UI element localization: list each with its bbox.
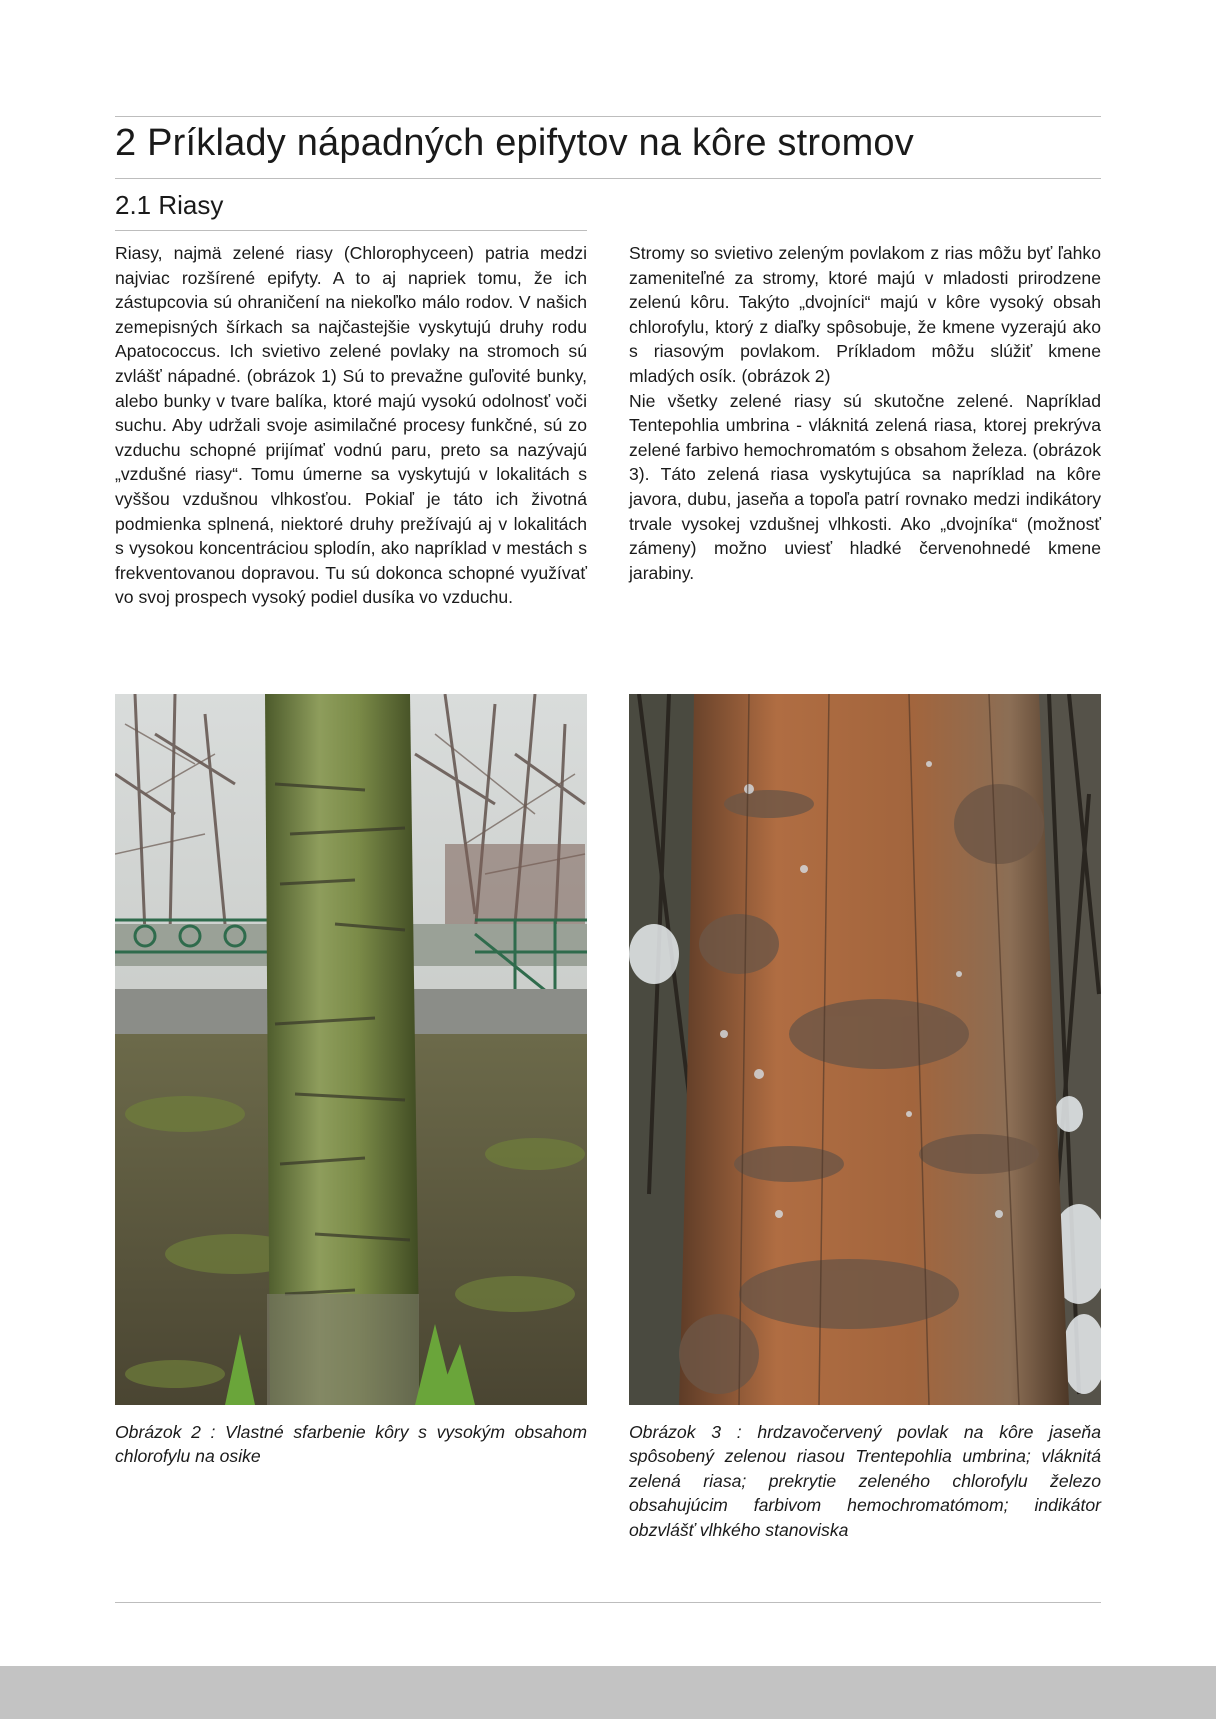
ash-trunk-illustration (629, 694, 1101, 1405)
footer-rule (115, 1602, 1101, 1603)
section-title: 2.1 Riasy (115, 190, 224, 220)
left-text-column (115, 241, 587, 610)
footer-bar (0, 1666, 1216, 1719)
aspen-trunk-photo (115, 694, 587, 1405)
page-title: 2 Príklady nápadných epifytov na kôre stromov (115, 122, 914, 164)
aspen-trunk-illustration (115, 694, 587, 1405)
section-rule (115, 230, 587, 231)
right-paragraph-1: Stromy so svietivo zeleným povlakom z rias môžu byť ľahko zameniteľné za stromy, ktoré majú v mladosti prirodzene zelenú kôru. Takýto „dvojníci“ majú v kôre vysoký obsah chlorofylu, ktorý z diaľky spôsobuje, že kmene vyzerajú ako s riasovým povlakom. Príkladom môžu slúžiť kmene mladých osík. (obrázok 2) (629, 243, 1101, 386)
right-paragraph-2: Nie všetky zelené riasy sú skutočne zelené. Napríklad Tentepohlia umbrina - vláknitá zelená riasa, ktorej prekrýva zelené farbivo hemochromatóm s obsahom železa. (obrázok 3). Táto zelená riasa vyskytujúca sa napríklad na kôre javora, dubu, jaseňa a topoľa patrí rovnako medzi indikátory trvale vysokej vzdušnej vlhkosti. Ako „dvojníka“ (možnosť zámeny) možno uviesť hladké červenohnedé kmene jarabiny. (629, 390, 1101, 583)
ash-trunk-photo (629, 694, 1101, 1405)
figure-2-caption: Obrázok 2 : Vlastné sfarbenie kôry s vysokým obsahom chlorofylu na osike (115, 1422, 587, 1467)
title-rule (115, 178, 1101, 179)
figure-3-caption: Obrázok 3 : hrdzavočervený povlak na kôre jaseňa spôsobený zelenou riasou Trentepohlia umbrina; vláknitá zelená riasa; prekrytie zeleného chlorofylu železo obsahujúcim farbivom hemochromatómom; indikátor obzvlášť vlhkého stanoviska (629, 1422, 1101, 1540)
top-rule (115, 116, 1101, 117)
right-text-column (629, 241, 1101, 585)
left-paragraph: Riasy, najmä zelené riasy (Chlorophyceen) patria medzi najviac rozšírené epifyty. A to aj napriek tomu, že ich zástupcovia sú ohraničení na niekoľko málo rodov. V našich zemepisných šírkach sa najčastejšie vyskytujú druhy rodu Apatococcus. Ich svietivo zelené povlaky na stromoch sú zvlášť nápadné. (obrázok 1) Sú to prevažne guľovité bunky, alebo bunky v tvare balíka, ktoré majú vysokú odolnosť voči suchu. Aby udržali svoje asimilačné procesy funkčné, sú zo vzduchu schopné prijímať vodnú paru, preto sa nazývajú „vzdušné riasy“. Tomu úmerne sa vyskytujú v lokalitách s vyššou vzdušnou vlhkosťou. Pokiaľ je táto ich životná podmienka splnená, niektoré druhy prežívajú aj v lokalitách s vysokou koncentráciou splodín, ako napríklad v mestách s frekventovanou dopravou. Tu sú dokonca schopné využívať vo svoj prospech vysoký podiel dusíka vo vzduchu. (115, 243, 587, 608)
